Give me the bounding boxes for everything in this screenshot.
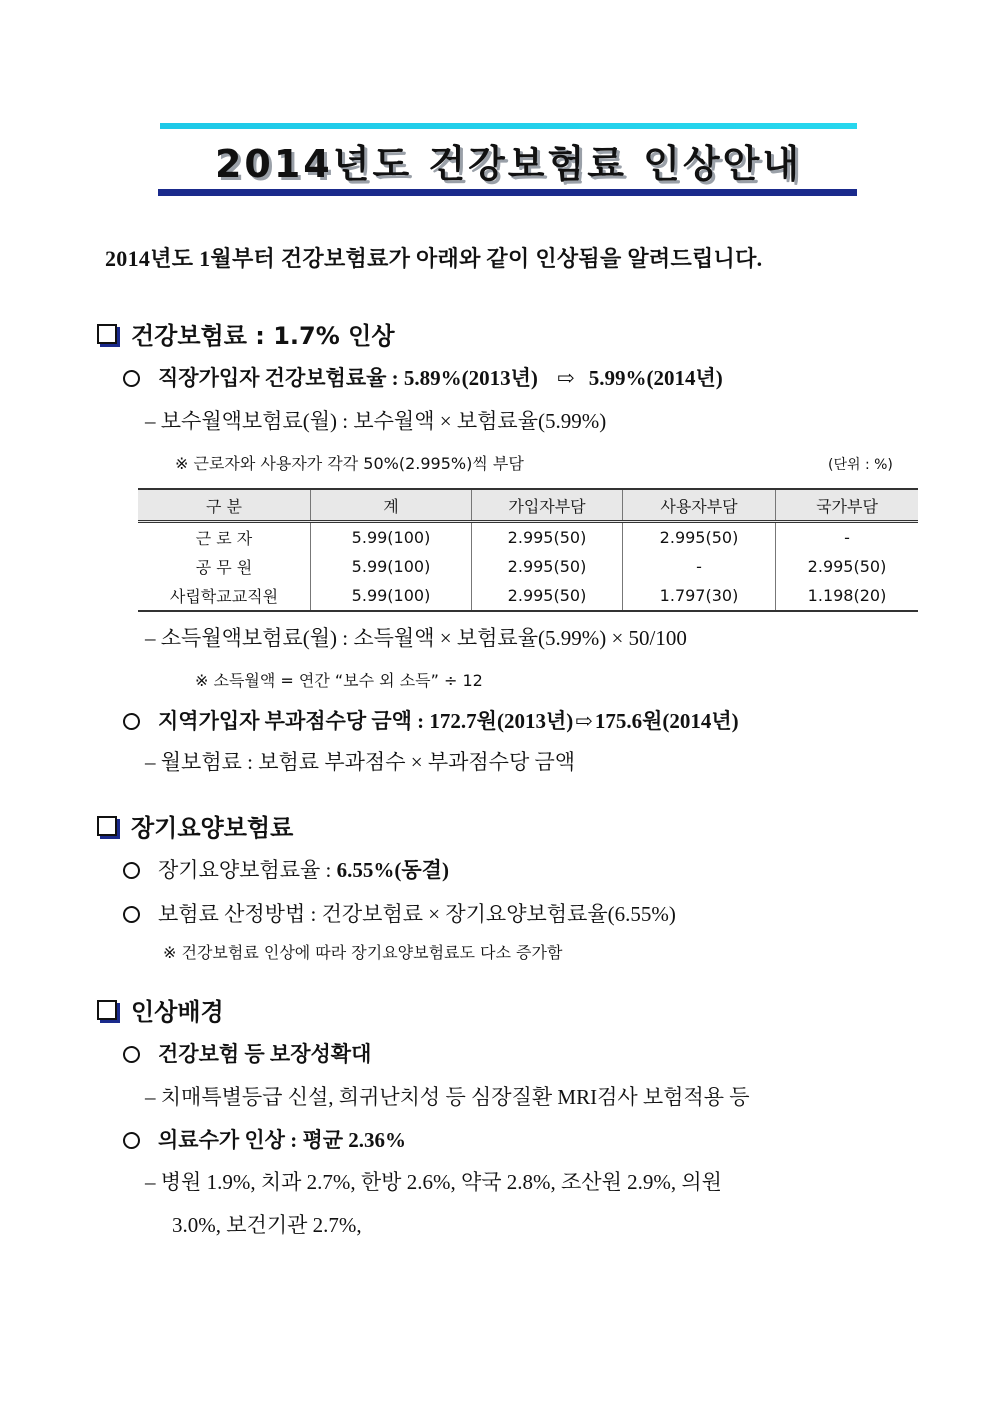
table-header-cell: 국가부담 [776, 489, 919, 522]
arrow-right-icon: ⇨ [575, 709, 593, 733]
employee-rate-value: 5.99%(2014년) [588, 366, 723, 390]
table-cell: 2.995(50) [472, 522, 623, 553]
employee-rate-item [123, 362, 723, 392]
medical-fee-label: 의료수가 인상 : 평균 2.36% [158, 1128, 407, 1152]
table-header-row [138, 489, 918, 522]
table-header-cell: 구 분 [138, 489, 311, 522]
table-cell: 2.995(50) [623, 522, 776, 553]
page-title: 2014년도 건강보험료 인상안내 [214, 142, 802, 186]
table-cell: 1.797(30) [623, 581, 776, 611]
circle-bullet-icon [123, 1046, 140, 1063]
table-cell: 5.99(100) [311, 552, 472, 581]
intro-text: 2014년도 1월부터 건강보험료가 아래와 같이 인상됨을 알려드립니다. [105, 246, 763, 271]
ltc-rate-label: 장기요양보험료율 : [158, 858, 337, 882]
table-row [138, 522, 918, 553]
table-cell: 5.99(100) [311, 522, 472, 553]
ltc-rate-value: 6.55%(동결) [336, 858, 449, 882]
income-premium-line: – 소득월액보험료(월) : 소득월액 × 보험료율(5.99%) × 50/100 [145, 626, 687, 650]
table-header-cell: 계 [311, 489, 472, 522]
table-cell: - [776, 522, 919, 553]
section-heading-label: 건강보험료 : 1.7% 인상 [131, 322, 395, 350]
table-cell: 5.99(100) [311, 581, 472, 611]
rate-table [138, 488, 918, 612]
regional-rate-value: 175.6원(2014년) [594, 709, 739, 733]
title-top-bar [160, 123, 857, 129]
title-bottom-bar [158, 189, 857, 196]
table-cell: 2.995(50) [472, 552, 623, 581]
arrow-right-icon: ⇨ [557, 366, 575, 390]
section-long-term-care-heading [97, 808, 293, 843]
coverage-detail-line: – 치매특별등급 신설, 희귀난치성 등 심장질환 MRI검사 보험적용 등 [145, 1085, 750, 1109]
table-cell: 근 로 자 [195, 529, 253, 548]
unit-label: (단위 : %) [828, 457, 893, 473]
salary-premium-line: – 보수월액보험료(월) : 보수월액 × 보험료율(5.99%) [145, 409, 607, 433]
table-row [138, 552, 918, 581]
regional-rate-label: 지역가입자 부과점수당 금액 : 172.7원(2013년) [158, 709, 574, 733]
checkbox-square-icon [97, 1000, 117, 1020]
fee-detail-line-1: – 병원 1.9%, 치과 2.7%, 한방 2.6%, 약국 2.8%, 조산원 2.9%, 의원 [145, 1170, 722, 1194]
table-row [138, 581, 918, 611]
medical-fee-item [123, 1124, 406, 1154]
income-note: ※ 소득월액 = 연간 “보수 외 소득” ÷ 12 [195, 671, 483, 690]
circle-bullet-icon [123, 370, 140, 387]
coverage-expansion-label: 건강보험 등 보장성확대 [158, 1042, 372, 1066]
ltc-rate-item [123, 854, 449, 884]
section-heading-label: 장기요양보험료 [131, 814, 294, 842]
circle-bullet-icon [123, 862, 140, 879]
table-header-cell: 가입자부담 [472, 489, 623, 522]
checkbox-square-icon [97, 324, 117, 344]
burden-note: ※ 근로자와 사용자가 각각 50%(2.995%)씩 부담 [175, 454, 524, 473]
table-cell: 2.995(50) [776, 552, 919, 581]
section-health-insurance-heading [97, 316, 395, 351]
table-cell: 공 무 원 [195, 558, 253, 577]
employee-rate-label: 직장가입자 건강보험료율 : 5.89%(2013년) [158, 366, 538, 390]
table-cell: 2.995(50) [472, 581, 623, 611]
table-cell: 사립학교교직원 [138, 581, 311, 611]
checkbox-square-icon [97, 816, 117, 836]
table-cell: 1.198(20) [776, 581, 919, 611]
circle-bullet-icon [123, 906, 140, 923]
table-cell: - [623, 552, 776, 581]
fee-detail-line-2: 3.0%, 보건기관 2.7%, [172, 1213, 362, 1237]
coverage-expansion-item [123, 1038, 371, 1068]
monthly-premium-line: – 월보험료 : 보험료 부과점수 × 부과점수당 금액 [145, 750, 576, 774]
ltc-method-label: 보험료 산정방법 : 건강보험료 × 장기요양보험료율(6.55%) [158, 902, 676, 926]
ltc-method-item [123, 898, 676, 928]
regional-rate-item [123, 705, 739, 735]
circle-bullet-icon [123, 1132, 140, 1149]
section-heading-label: 인상배경 [131, 998, 224, 1026]
section-background-heading [97, 992, 224, 1027]
ltc-note: ※ 건강보험료 인상에 따라 장기요양보험료도 다소 증가함 [163, 943, 563, 962]
table-header-cell: 사용자부담 [623, 489, 776, 522]
circle-bullet-icon [123, 713, 140, 730]
